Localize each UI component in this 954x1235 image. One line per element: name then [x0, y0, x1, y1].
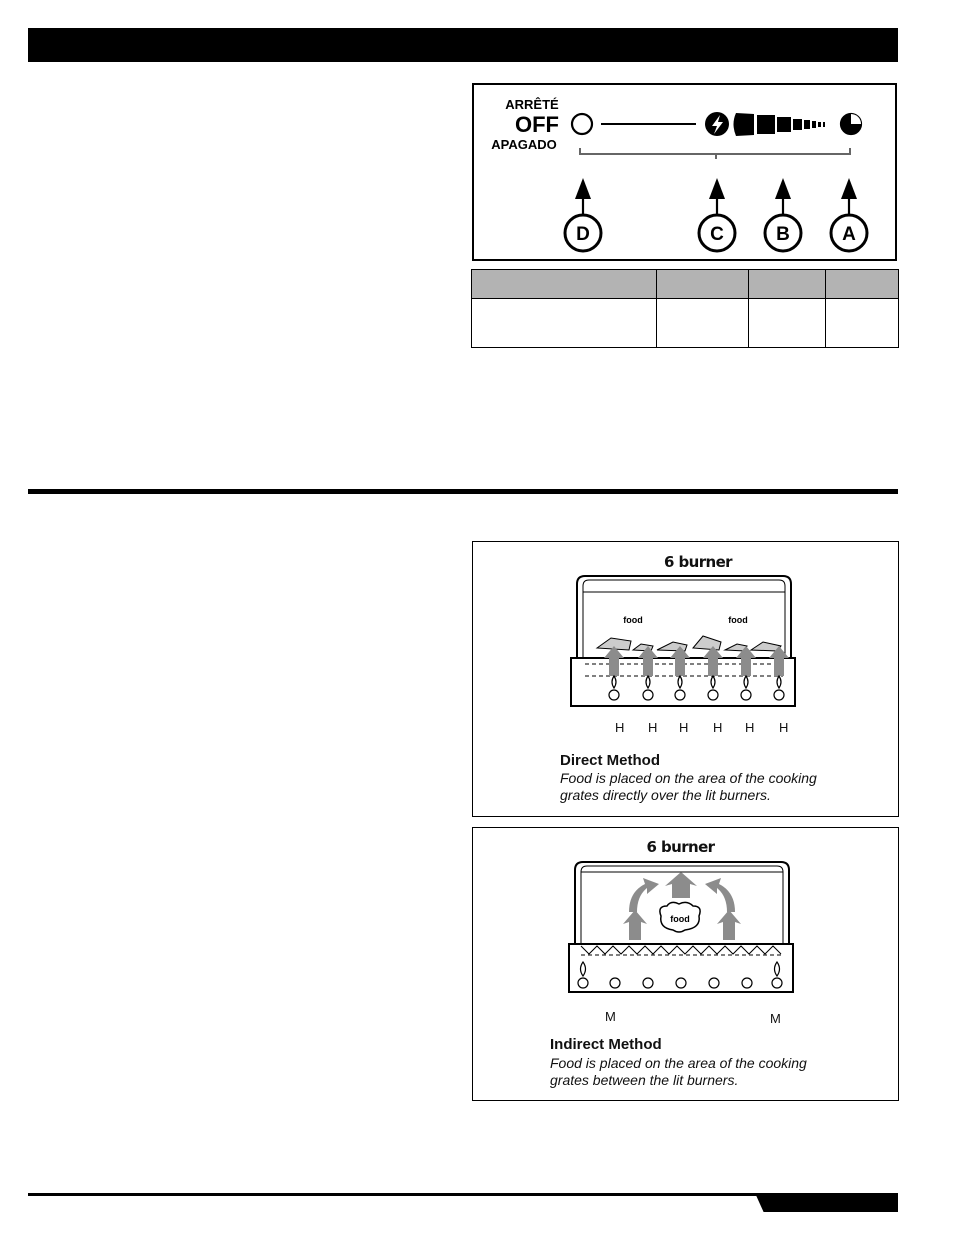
table-header-cell: [472, 270, 657, 299]
burner-label-right: M: [770, 1011, 781, 1026]
table-cell: [472, 299, 657, 348]
direct-method-title: Direct Method: [560, 752, 661, 769]
flame-taper-icon: [734, 113, 826, 136]
indirect-method-desc-2: grates between the lit burners.: [550, 1072, 739, 1088]
burner-label: H: [745, 720, 755, 735]
direct-figure-title: 6 burner: [664, 553, 732, 571]
table-cell: [749, 299, 826, 348]
direct-method-figure: [472, 541, 899, 817]
table-header-cell: [657, 270, 749, 299]
burner-label: H: [648, 720, 658, 735]
callout-b: B: [776, 224, 790, 245]
indirect-method-desc-1: Food is placed on the area of the cooking: [550, 1055, 807, 1071]
off-label-es: APAGADO: [491, 137, 557, 152]
off-label-fr: ARRÊTÉ: [505, 97, 559, 112]
food-label: food: [623, 615, 643, 625]
ignite-lightning-icon: [705, 112, 729, 136]
table-cell: [657, 299, 749, 348]
section-divider: [28, 489, 898, 494]
table-header-cell: [826, 270, 899, 299]
knob-settings-figure: [472, 83, 897, 261]
burner-label: H: [713, 720, 723, 735]
indirect-figure-title: 6 burner: [646, 838, 715, 856]
indirect-method-title: Indirect Method: [550, 1036, 662, 1053]
off-circle-icon: [572, 114, 592, 134]
direct-grill-illustration: [569, 572, 819, 712]
table-header-row: [472, 270, 899, 299]
range-bracket: [580, 148, 850, 154]
callout-d: D: [576, 224, 590, 245]
direct-method-desc-2: grates directly over the lit burners.: [560, 787, 771, 803]
indirect-method-figure: [472, 827, 899, 1101]
indirect-grill-illustration: [567, 858, 807, 998]
callout-c: C: [710, 224, 724, 245]
table-row: [472, 299, 899, 348]
table-cell: [826, 299, 899, 348]
page-number-tab: [755, 1193, 898, 1212]
header-bar: [28, 28, 898, 62]
off-label-en: OFF: [515, 112, 559, 137]
burner-label-left: M: [605, 1009, 616, 1024]
burner-label: H: [615, 720, 625, 735]
direct-method-desc-1: Food is placed on the area of the cooking: [560, 770, 817, 786]
food-label: food: [670, 914, 690, 924]
table-header-cell: [749, 270, 826, 299]
callout-a: A: [842, 224, 856, 245]
low-setting-icon: [841, 114, 861, 134]
settings-table: [471, 269, 899, 348]
burner-label: H: [779, 720, 789, 735]
burner-label: H: [679, 720, 689, 735]
food-label: food: [728, 615, 748, 625]
up-arrow-icon: [575, 178, 857, 215]
